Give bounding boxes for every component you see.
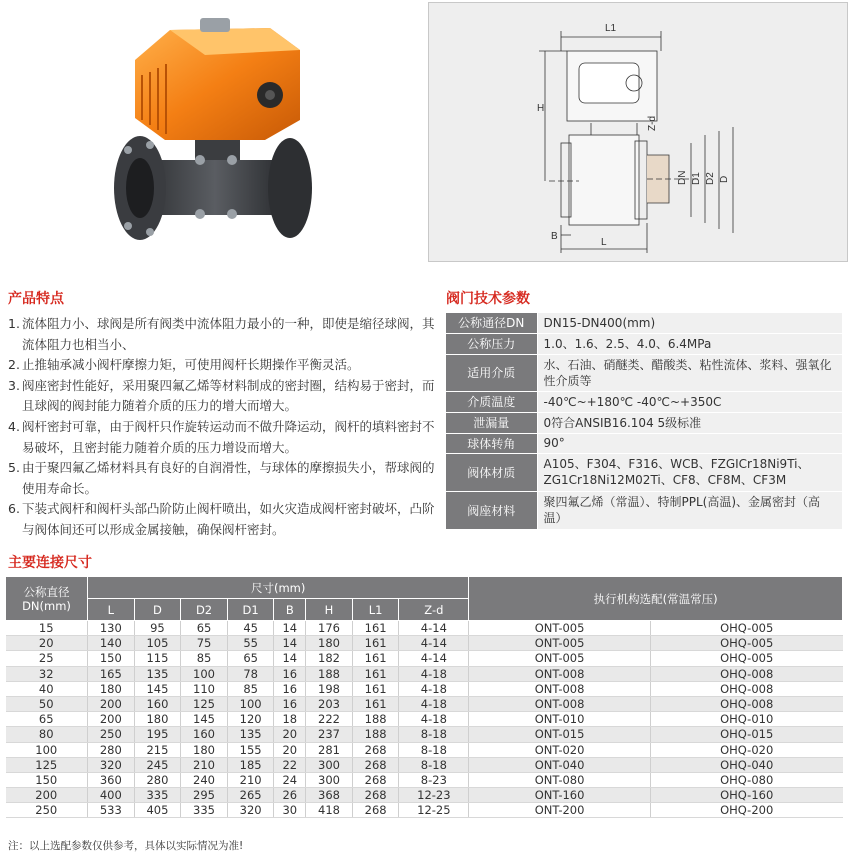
table-row [6,636,843,651]
table-row [6,772,843,787]
table-cell: 268 [352,803,399,818]
table-cell: 210 [181,757,228,772]
table-cell: 200 [88,712,135,727]
table-cell: OHQ-008 [650,681,842,696]
table-cell: 150 [88,651,135,666]
spec-row: 适用介质 水、石油、硝醚类、醋酸类、粘性流体、浆料、强氧化性介质等 [446,354,842,391]
table-cell: 100 [227,696,274,711]
table-cell: 50 [6,696,88,711]
table-cell: 222 [306,712,353,727]
table-cell: 295 [181,788,228,803]
table-cell: OHQ-200 [650,803,842,818]
product-photo [0,0,422,262]
table-cell: 161 [352,681,399,696]
table-cell: 4-18 [399,681,469,696]
table-cell: 55 [227,636,274,651]
table-cell: 12-23 [399,788,469,803]
table-cell: 185 [227,757,274,772]
feature-item: 4. 阀杆密封可靠，由于阀杆只作旋转运动而不做升降运动，阀杆的填料密封不易破坏，且密封能力随着介质的压力增设而增大。 [8,418,435,455]
table-row [6,621,843,636]
table-cell: 161 [352,621,399,636]
table-cell: 120 [227,712,274,727]
table-cell: OHQ-008 [650,696,842,711]
table-cell: ONT-015 [469,727,651,742]
spec-row: 阀体材质 A105、F304、F316、WCB、FZGICr18Ni9Ti、ZG1Cr18Ni12M02Ti、CF8、CF8M、CF3M [446,453,842,491]
table-cell: 237 [306,727,353,742]
feature-item: 1. 流体阻力小、球阀是所有阀类中流体阻力最小的一种，即使是缩径球阀，其流体阻力也相当小、 [8,316,435,352]
table-cell: ONT-040 [469,757,651,772]
table-cell: 130 [88,621,135,636]
label-zd: Z-d [647,116,658,131]
table-cell: ONT-010 [469,712,651,727]
table-cell: 245 [134,757,181,772]
feature-item: 3. 阀座密封性能好，采用聚四氟乙烯等材料制成的密封圈，结构易于密封，而且球阀的阀封能力随着介质的压力的增大而增大。 [8,377,435,414]
table-cell: 20 [6,636,88,651]
table-cell: 105 [134,636,181,651]
table-cell: 8-18 [399,742,469,757]
table-cell: ONT-008 [469,681,651,696]
table-cell: 65 [181,621,228,636]
spec-row: 公称压力 1.0、1.6、2.5、4.0、6.4MPa [446,333,842,354]
table-cell: ONT-008 [469,696,651,711]
table-cell: 45 [227,621,274,636]
table-cell: 4-18 [399,696,469,711]
table-row [6,712,843,727]
table-cell: 150 [6,772,88,787]
specs-title: 阀门技术参数 [446,291,530,307]
table-cell: 8-18 [399,727,469,742]
table-cell: 16 [274,681,306,696]
table-cell: OHQ-040 [650,757,842,772]
col-header: D1 [227,599,274,621]
table-cell: OHQ-015 [650,727,842,742]
table-cell: 533 [88,803,135,818]
table-cell: 320 [227,803,274,818]
dimensions-table [5,576,843,818]
table-cell: 240 [181,772,228,787]
col-header: L1 [352,599,399,621]
table-cell: 4-14 [399,651,469,666]
label-h: H [537,103,545,114]
header-actuator: 执行机构选配(常温常压) [469,577,843,621]
table-row [6,681,843,696]
col-header: Z-d [399,599,469,621]
table-cell: 145 [181,712,228,727]
table-cell: 180 [181,742,228,757]
table-cell: ONT-005 [469,651,651,666]
table-cell: 125 [181,696,228,711]
table-cell: 115 [134,651,181,666]
table-row [6,727,843,742]
col-header: D [134,599,181,621]
table-cell: 22 [274,757,306,772]
table-cell: 24 [274,772,306,787]
table-cell: 281 [306,742,353,757]
table-cell: 268 [352,772,399,787]
table-cell: 4-18 [399,712,469,727]
table-cell: 335 [181,803,228,818]
table-cell: 320 [88,757,135,772]
table-cell: 250 [88,727,135,742]
table-cell: 18 [274,712,306,727]
table-row [6,757,843,772]
table-row [6,803,843,818]
table-cell: OHQ-020 [650,742,842,757]
table-cell: 15 [6,621,88,636]
feature-item: 2. 止推轴承减小阀杆摩擦力矩，可使用阀杆长期操作平衡灵活。 [8,357,360,373]
table-cell: 203 [306,696,353,711]
table-cell: 161 [352,666,399,681]
table-cell: 8-18 [399,757,469,772]
table-row [6,651,843,666]
table-cell: 32 [6,666,88,681]
table-cell: 26 [274,788,306,803]
spec-row: 球体转角 90° [446,433,842,453]
table-cell: 85 [227,681,274,696]
table-cell: OHQ-160 [650,788,842,803]
spec-row: 公称通径DN DN15-DN400(mm) [446,313,842,333]
table-cell: 12-25 [399,803,469,818]
table-cell: 195 [134,727,181,742]
table-cell: OHQ-080 [650,772,842,787]
table-cell: 100 [6,742,88,757]
table-row [6,788,843,803]
table-cell: ONT-008 [469,666,651,681]
table-cell: 100 [181,666,228,681]
table-cell: 75 [181,636,228,651]
spec-row: 阀座材料 聚四氟乙烯（常温）、特制PPL(高温)、金属密封（高温） [446,491,842,529]
label-l1: L1 [605,23,617,34]
table-cell: 250 [6,803,88,818]
table-cell: 155 [227,742,274,757]
table-cell: ONT-200 [469,803,651,818]
table-cell: 4-14 [399,636,469,651]
spec-row: 介质温度 -40℃~+180℃ -40℃~+350C [446,391,842,412]
table-cell: 198 [306,681,353,696]
table-cell: 200 [6,788,88,803]
specs-table [446,313,842,530]
table-cell: 160 [134,696,181,711]
table-cell: 405 [134,803,181,818]
table-cell: 145 [134,681,181,696]
table-cell: 135 [134,666,181,681]
table-cell: ONT-080 [469,772,651,787]
table-cell: 188 [306,666,353,681]
table-cell: 161 [352,651,399,666]
table-cell: 180 [306,636,353,651]
table-cell: 160 [181,727,228,742]
table-cell: 300 [306,757,353,772]
table-cell: 78 [227,666,274,681]
spec-row: 泄漏量 0符合ANSIB16.104 5级标准 [446,412,842,433]
table-cell: 268 [352,788,399,803]
table-cell: 135 [227,727,274,742]
table-cell: 65 [227,651,274,666]
label-d2: D2 [705,172,716,185]
feature-item: 5. 由于聚四氟乙烯材料具有良好的自润滑性，与球体的摩擦损失小，帮球阀的使用寿命长。 [8,460,435,496]
header-size: 尺寸(mm) [88,577,469,599]
table-cell: 176 [306,621,353,636]
table-cell: 14 [274,636,306,651]
footnote: 注：以上选配参数仅供参考，具体以实际情况为准! [8,840,244,852]
table-cell: 165 [88,666,135,681]
table-cell: 20 [274,742,306,757]
table-cell: 368 [306,788,353,803]
col-header: D2 [181,599,228,621]
table-cell: ONT-160 [469,788,651,803]
table-cell: 210 [227,772,274,787]
table-cell: 188 [352,727,399,742]
table-cell: 182 [306,651,353,666]
table-cell: 268 [352,742,399,757]
table-cell: 140 [88,636,135,651]
table-cell: 335 [134,788,181,803]
table-cell: 280 [88,742,135,757]
table-cell: OHQ-005 [650,651,842,666]
col-header: H [306,599,353,621]
table-cell: 300 [306,772,353,787]
table-row [6,696,843,711]
table-cell: 16 [274,666,306,681]
table-cell: ONT-005 [469,621,651,636]
feature-item: 6. 下装式阀杆和阀杆头部凸阶防止阀杆喷出，如火灾造成阀杆密封破坏，凸阶与阀体间还可以形成金属接触，确保阀杆密封。 [8,501,435,537]
table-cell: 360 [88,772,135,787]
label-b: B [551,231,558,242]
table-row [6,742,843,757]
dimensions-title: 主要连接尺寸 [8,555,92,571]
electric-ball-valve-image [0,0,422,262]
table-cell: 95 [134,621,181,636]
table-row [6,666,843,681]
table-cell: 4-18 [399,666,469,681]
table-cell: 30 [274,803,306,818]
table-cell: OHQ-008 [650,666,842,681]
table-cell: OHQ-005 [650,621,842,636]
features-title: 产品特点 [8,291,64,307]
label-d1: D1 [691,172,702,185]
table-cell: ONT-005 [469,636,651,651]
table-cell: 268 [352,757,399,772]
table-cell: 85 [181,651,228,666]
table-cell: 110 [181,681,228,696]
table-cell: 400 [88,788,135,803]
table-cell: 20 [274,727,306,742]
table-cell: 265 [227,788,274,803]
header-dn: 公称直径DN(mm) [6,577,88,621]
table-cell: 4-14 [399,621,469,636]
table-cell: 16 [274,696,306,711]
table-cell: 180 [88,681,135,696]
col-header: B [274,599,306,621]
table-cell: 418 [306,803,353,818]
table-cell: 14 [274,621,306,636]
table-cell: 65 [6,712,88,727]
table-cell: OHQ-005 [650,636,842,651]
table-cell: 180 [134,712,181,727]
table-cell: 8-23 [399,772,469,787]
table-cell: 14 [274,651,306,666]
label-l: L [601,237,607,248]
table-cell: 215 [134,742,181,757]
table-cell: 80 [6,727,88,742]
table-cell: 40 [6,681,88,696]
table-cell: 280 [134,772,181,787]
table-cell: 200 [88,696,135,711]
table-cell: 161 [352,636,399,651]
table-cell: 125 [6,757,88,772]
table-cell: 25 [6,651,88,666]
label-dn: DN [677,170,688,185]
dimension-drawing [428,2,848,262]
table-cell: 161 [352,696,399,711]
label-d: D [719,175,730,183]
table-cell: 188 [352,712,399,727]
col-header: L [88,599,135,621]
table-cell: ONT-020 [469,742,651,757]
table-cell: OHQ-010 [650,712,842,727]
features-list [8,314,438,541]
